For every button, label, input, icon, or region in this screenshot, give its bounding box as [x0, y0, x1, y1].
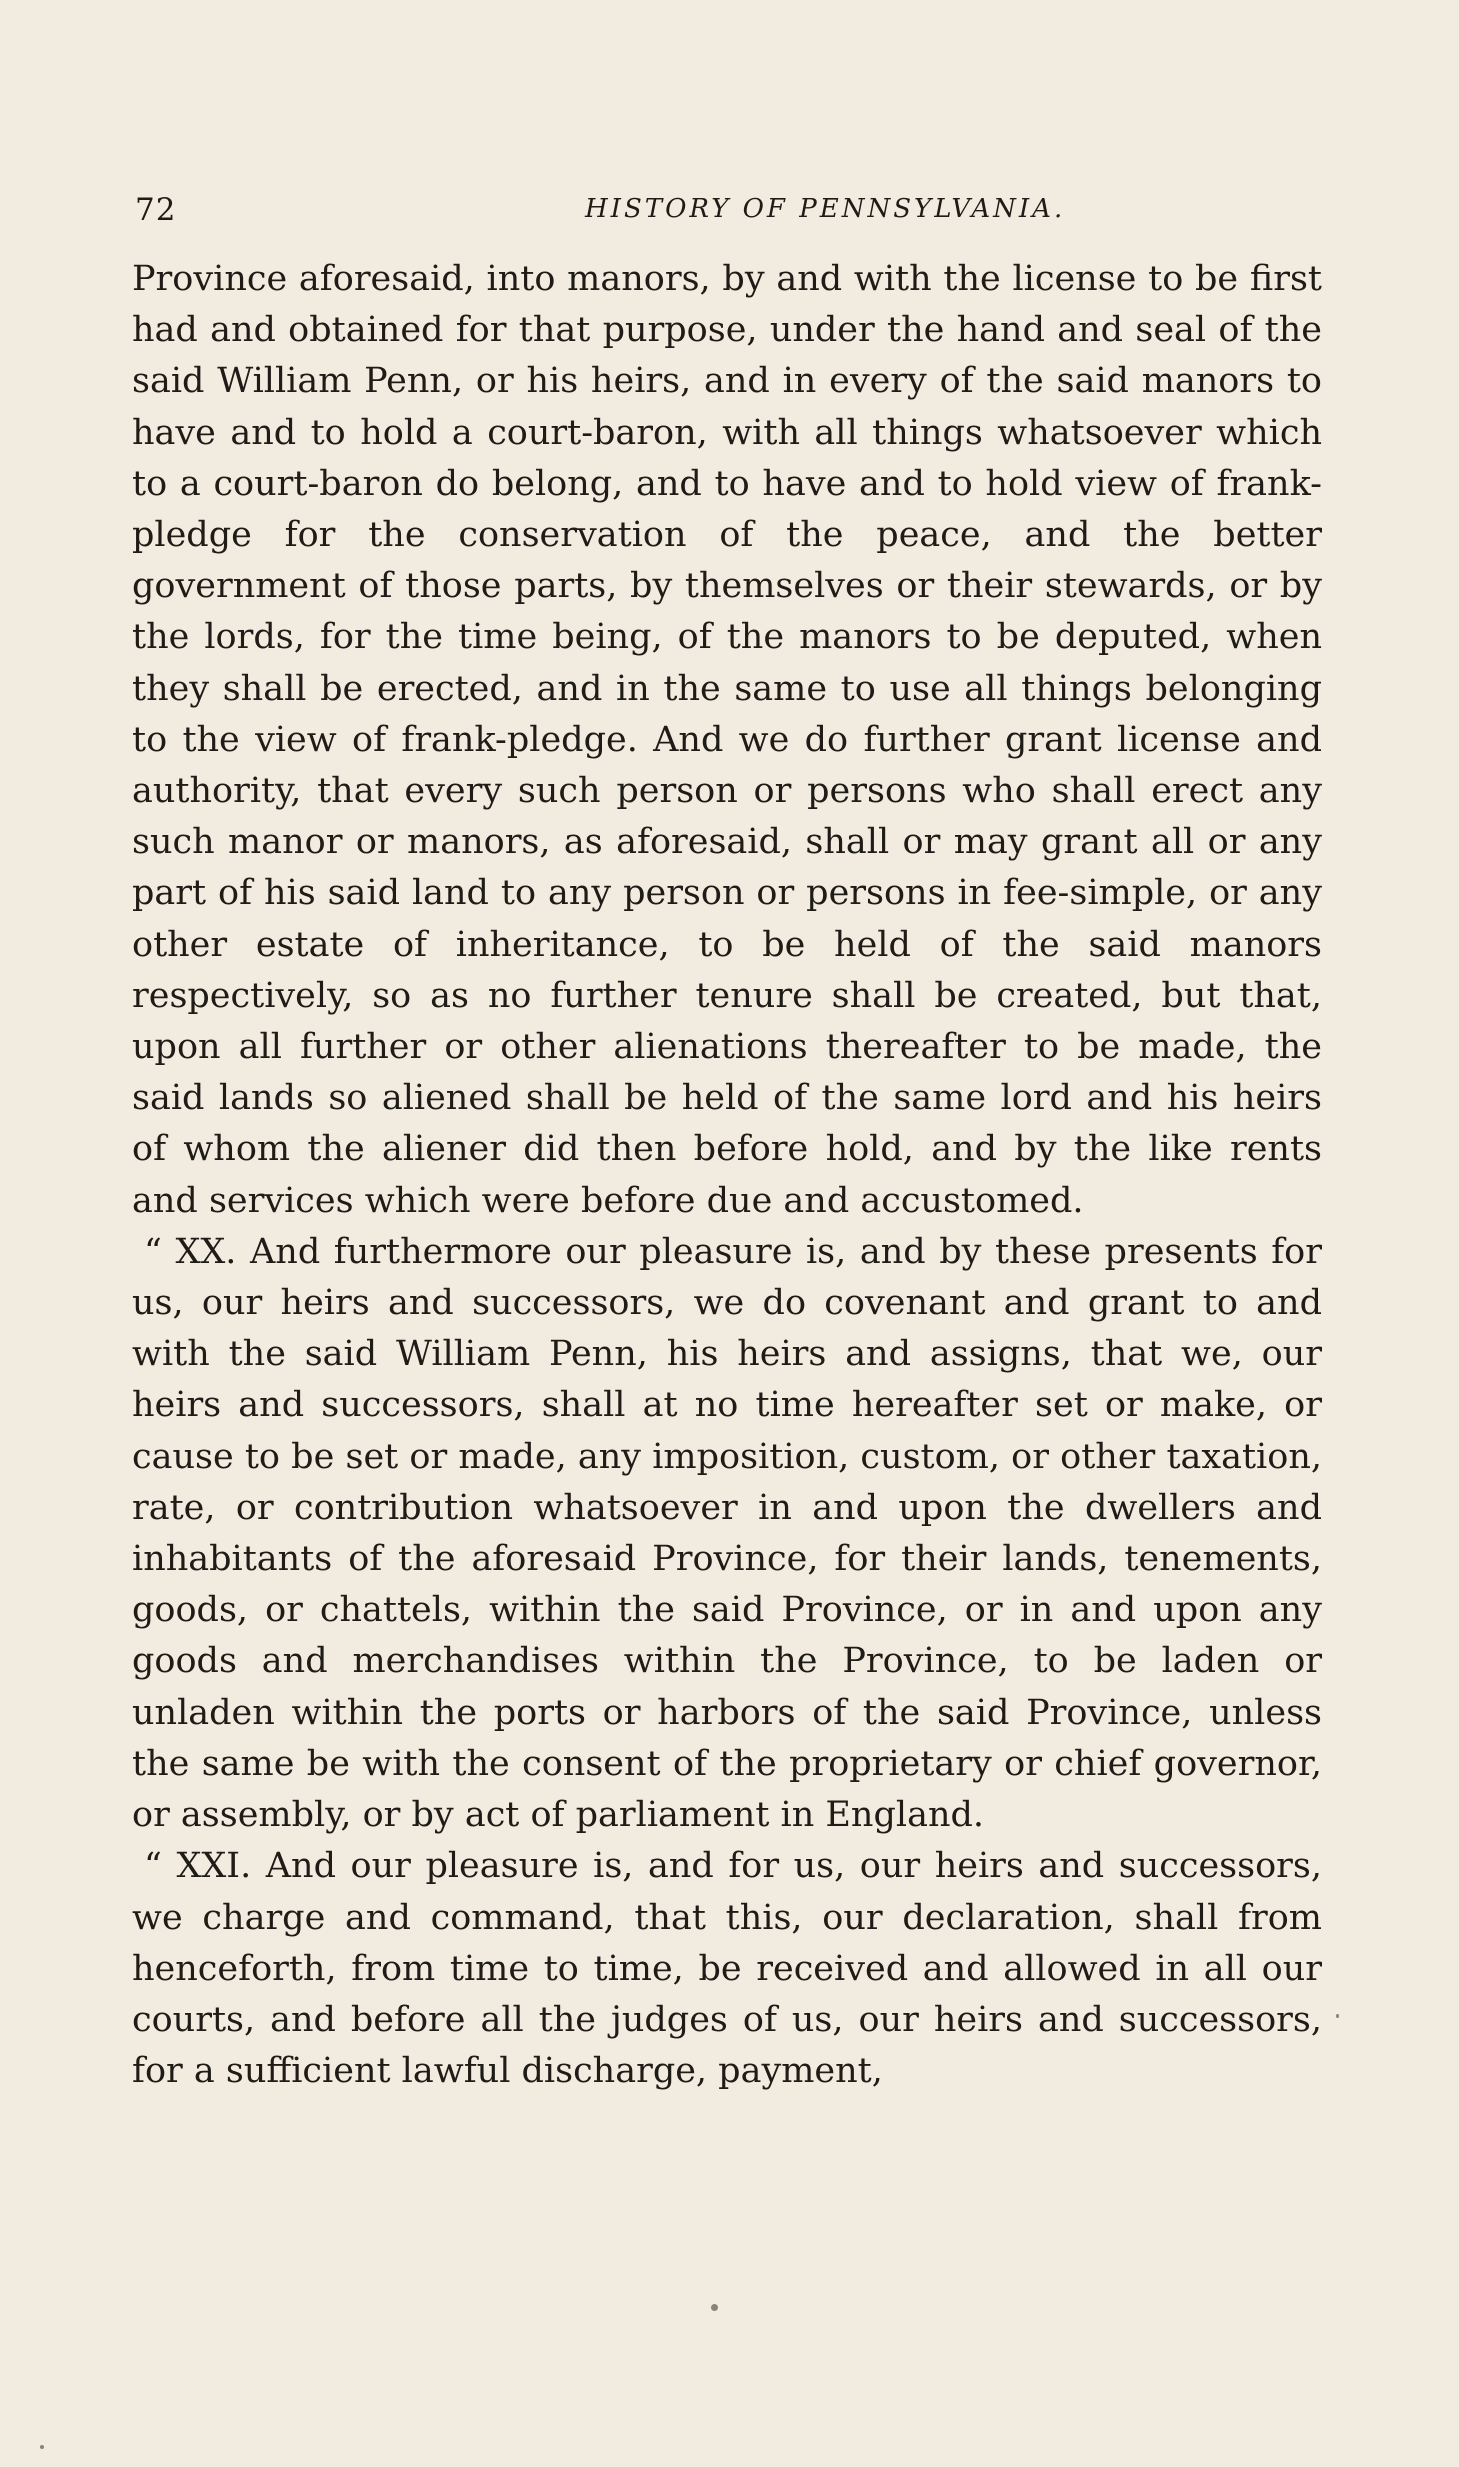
body-text [132, 254, 1322, 2097]
paragraph-article-xxi: “ XXI. And our pleasure is, and for us, our heirs and successors, we charge and command, that this, our declaration, shall from henceforth, from time to time, be received and allowed in all our courts, and before all the judges of us, our heirs and successors, for a sufficient lawful discharge, payment, [132, 1846, 1322, 2092]
paragraph-article-xx: “ XX. And furthermore our pleasure is, and by these presents for us, our heirs and successors, we do covenant and grant to and with the said William Penn, his heirs and assigns, that we, our heirs and successors, shall at no time hereafter set or make, or cause to be set or made, any imposition, custom, or other taxation, rate, or contribution whatsoever in and upon the dwellers and inhabitants of the aforesaid Province, for their lands, tenements, goods, or chattels, within the said Province, or in and upon any goods and merchandises within the Province, to be laden or unladen within the ports or harbors of the said Province, unless the same be with the consent of the proprietary or chief governor, or assembly, or by act of parliament in England. [132, 1231, 1322, 1836]
paragraph-continuation: Province aforesaid, into manors, by and with the license to be first had and obtained for that purpose, under the hand and seal of the said William Penn, or his heirs, and in every of the said manors to have and to hold a court-baron, with all things whatsoever which to a court-baron do belong, and to have and to hold view of frank-pledge for the conservation of the peace, and the better government of those parts, by themselves or their stewards, or by the lords, for the time being, of the manors to be deputed, when they shall be erected, and in the same to use all things belonging to the view of frank-pledge. And we do further grant license and authority, that every such person or persons who shall erect any such manor or manors, as aforesaid, shall or may grant all or any part of his said land to any person or persons in fee-simple, or any other estate of inheritance, to be held of the said manors respectively, so as no further tenure shall be created, but that, upon all further or other alienations thereafter to be made, the said lands so aliened shall be held of the same lord and his heirs of whom the aliener did then before hold, and by the like rents and services which were before due and accustomed. [132, 259, 1322, 1221]
paper-speck-mark [40, 2445, 44, 2449]
running-head: HISTORY OF PENNSYLVANIA. [585, 194, 1066, 224]
page-number: 72 [135, 192, 177, 228]
paper-speck-mark [711, 2304, 718, 2311]
page-header [131, 192, 1311, 234]
paper-speck-mark [1336, 2014, 1339, 2018]
